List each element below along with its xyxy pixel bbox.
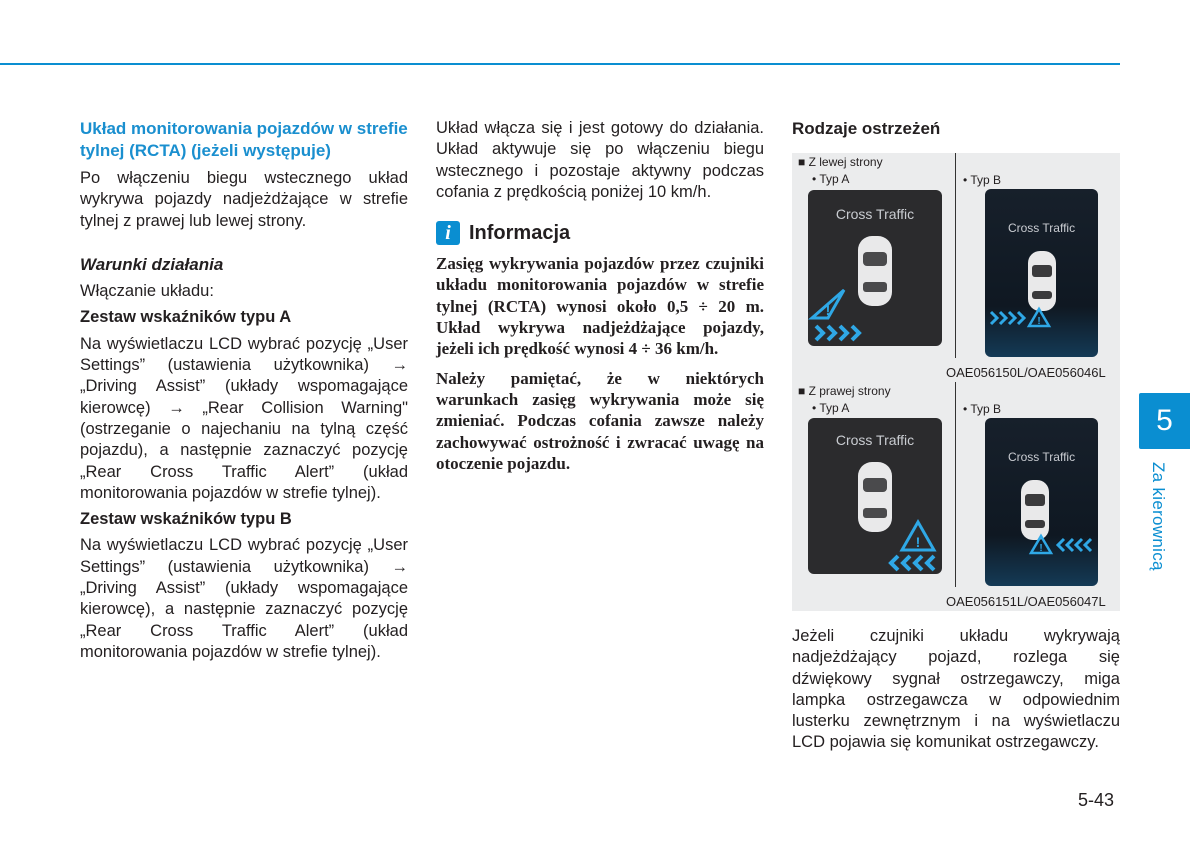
typeA-heading: Zestaw wskaźników typu A: [80, 308, 292, 327]
lcd-typeA-left: [808, 190, 942, 346]
right-column-heading-wrap: [792, 118, 1120, 139]
lcd-message: Cross Traffic: [835, 206, 915, 222]
car-icon: [1021, 480, 1049, 540]
car-warning-graphic: [985, 418, 1098, 586]
lcd-message: Cross Traffic: [1007, 450, 1076, 464]
lcd-typeB-left: [985, 189, 1098, 357]
figure-typeA-label: • Typ A: [812, 401, 850, 415]
car-warning-graphic: [808, 418, 942, 574]
middle-column: [436, 118, 764, 474]
lcd-typeB-right: [985, 418, 1098, 586]
lcd-typeA-right: [808, 418, 942, 574]
warning-description: Jeżeli czujniki układu wykrywają nadjeżdżający pojazd, rozlega się dźwiękowy sygnał ostrzegawczy, miga lampka ostrzegawcza w odpowiednim lusterku zewnętrznym i na wyświetlaczu LCD pojawia się komunikat ostrzegawczy.: [792, 627, 1120, 752]
section-heading: Układ monitorowania pojazdów w strefie tylnej (RCTA) (jeżeli występuje): [80, 119, 408, 160]
info-paragraph-2: Należy pamiętać, że w niektórych warunkach zasięg wykrywania może się zmieniać. Podczas cofania zawsze należy zachowywać ostrożność i zwracać uwagę na otoczenie pojazdu.: [436, 368, 764, 473]
warning-triangle-icon: [812, 290, 844, 318]
chapter-label: Za kierownicą: [1149, 462, 1168, 571]
svg-text:!: !: [915, 534, 921, 550]
car-warning-graphic: [808, 190, 942, 346]
typeA-text: Na wyświetlaczu LCD wybrać pozycję „User Settings” (ustawienia użytkownika) → „Driving Assist” (układy wspomagające kierowcę) → „Rear Collision Warning" (ostrzeganie o najechaniu na tylną część pojazdu), a następnie zaznaczyć pozycję „Rear Cross Traffic Alert” (układ monitorowania pojazdów w strefie tylnej).: [80, 334, 408, 502]
figure-typeA-label: • Typ A: [812, 172, 850, 186]
typeB-heading: Zestaw wskaźników typu B: [80, 510, 292, 529]
enable-text: Włączanie układu:: [80, 282, 214, 301]
info-icon: i: [436, 221, 460, 245]
lcd-message: Cross Traffic: [835, 432, 915, 448]
svg-text:!: !: [1037, 316, 1041, 327]
chapter-tab[interactable]: [1139, 393, 1190, 449]
warning-triangle-icon: [1029, 309, 1049, 327]
car-icon: [858, 236, 892, 306]
lcd-message: Cross Traffic: [1007, 221, 1076, 235]
figure-typeB-label: • Typ B: [963, 173, 1001, 187]
intro-text: Po włączeniu biegu wstecznego układ wykrywa pojazdy nadjeżdżające w strefie tylnej z prawej lub lewej strony.: [80, 169, 408, 230]
right-column-text: [792, 626, 1120, 754]
warning-triangle-icon: [902, 522, 934, 550]
car-icon: [1028, 251, 1056, 311]
figure-side-label: ■ Z lewej strony: [798, 155, 883, 169]
info-heading: Informacja: [469, 221, 571, 244]
warnings-heading: Rodzaje ostrzeżeń: [792, 119, 941, 138]
figure-divider: [955, 382, 956, 587]
chevrons-right-icon: [991, 312, 1024, 324]
chevrons-left-icon: [891, 556, 934, 570]
car-warning-graphic: [985, 189, 1098, 357]
car-icon: [858, 462, 892, 532]
figure-code: OAE056151L/OAE056047L: [946, 594, 1106, 609]
conditions-heading: Warunki działania: [80, 254, 224, 274]
figure-right-side: [792, 382, 1120, 611]
figure-left-side: [792, 153, 1120, 382]
figure-divider: [955, 153, 956, 358]
chevrons-left-icon: [1058, 539, 1091, 551]
info-header: [436, 221, 764, 245]
svg-text:!: !: [1039, 543, 1043, 554]
chevrons-right-icon: [816, 326, 859, 340]
figure-typeB-label: • Typ B: [963, 402, 1001, 416]
figure-side-label: ■ Z prawej strony: [798, 384, 891, 398]
top-rule: [0, 63, 1120, 65]
typeB-text: Na wyświetlaczu LCD wybrać pozycję „User Settings” (ustawienia użytkownika) → „Driving Assist” (układy wspomagające kierowcę), a następnie zaznaczyć pozycję „Rear Cross Traffic Alert” (układ monitorowania pojazdów w strefie tylnej).: [80, 536, 408, 661]
chapter-number: 5: [1156, 404, 1173, 437]
activation-text: Układ włącza się i jest gotowy do działania. Układ aktywuje się po włączeniu biegu wstecznego i pozostaje aktywny podczas cofania z prędkością poniżej 10 km/h.: [436, 119, 764, 201]
svg-text:!: !: [825, 302, 831, 318]
figure-code: OAE056150L/OAE056046L: [946, 365, 1106, 380]
info-paragraph-1: Zasięg wykrywania pojazdów przez czujniki układu monitorowania pojazdów w strefie tylnej (RCTA) wynosi około 0,5 ÷ 20 m. Układ wykrywa nadjeżdżające pojazdy, jeżeli ich prędkość wynosi 4 ÷ 36 km/h.: [436, 254, 764, 359]
left-column: [80, 118, 408, 663]
page-number: 5-43: [1078, 790, 1115, 810]
